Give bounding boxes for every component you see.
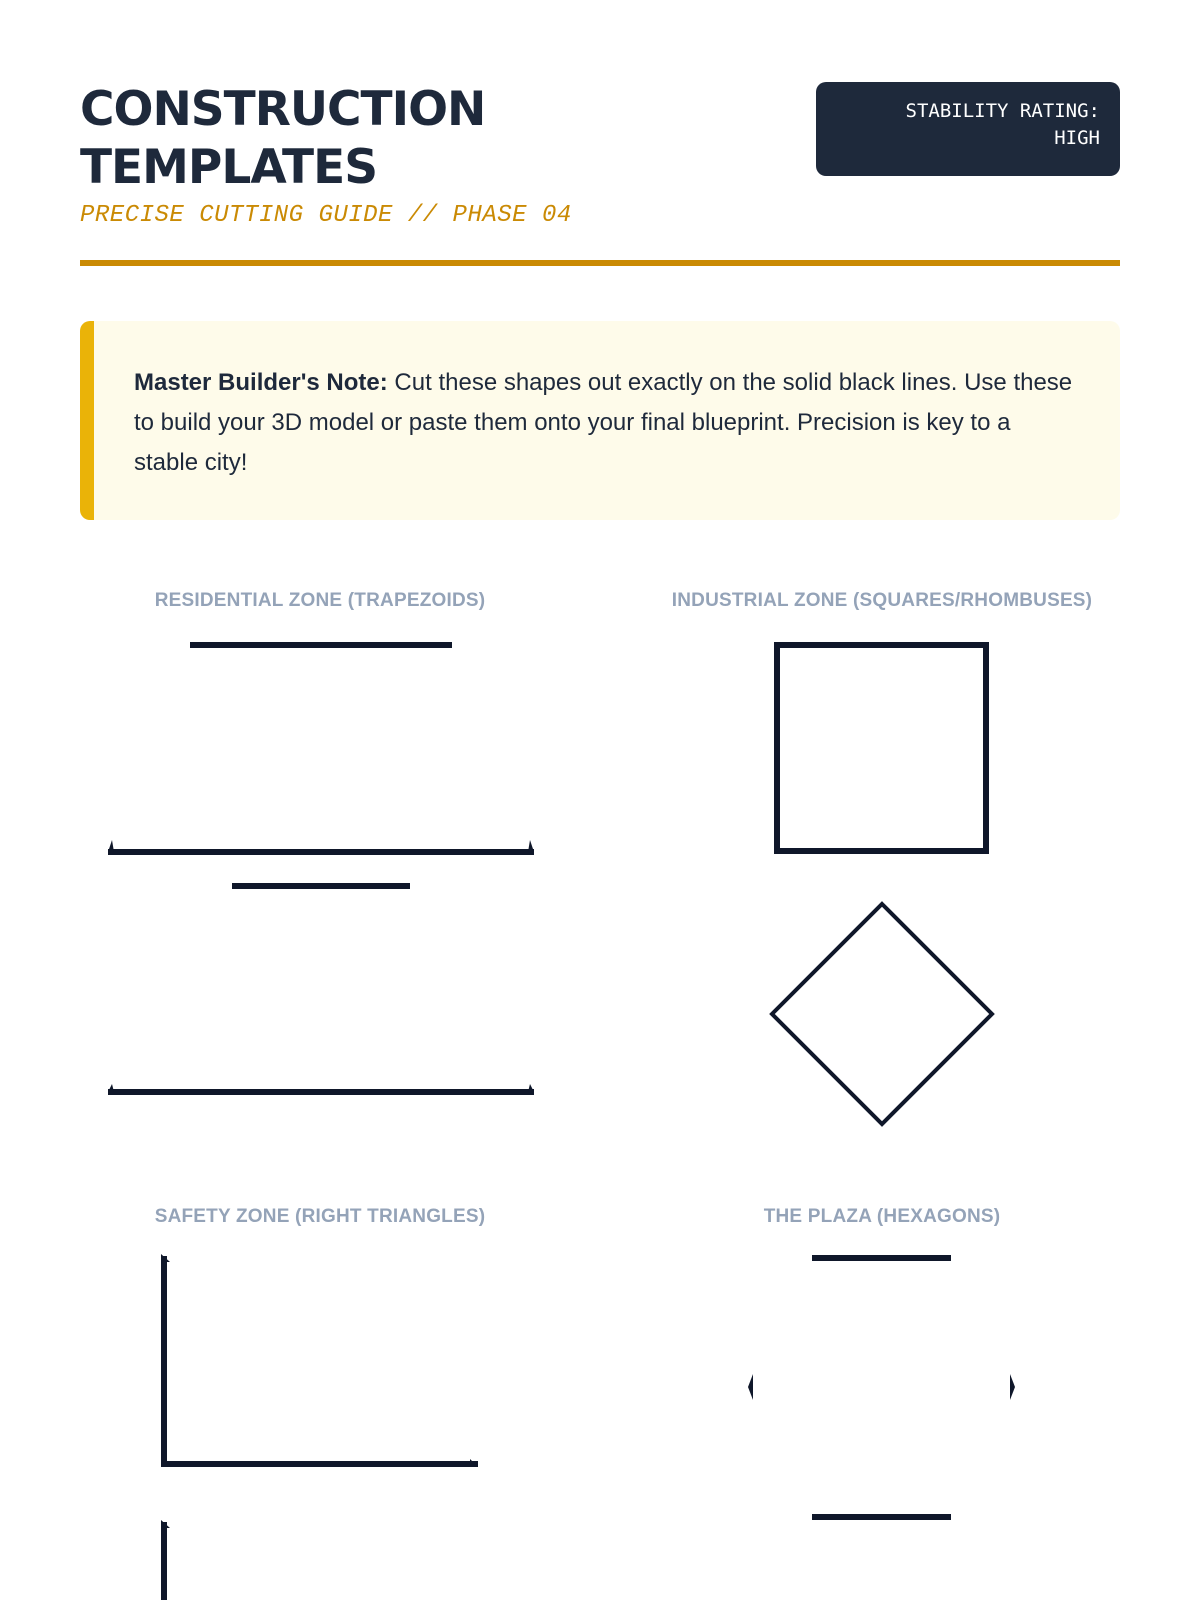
stability-badge-value: HIGH <box>1054 127 1100 149</box>
safety-zone-label: SAFETY ZONE (RIGHT TRIANGLES) <box>154 1206 486 1227</box>
page-subtitle: PRECISE CUTTING GUIDE // PHASE 04 <box>80 202 572 229</box>
plaza-zone-label: THE PLAZA (HEXAGONS) <box>763 1206 1001 1227</box>
stability-badge-label: STABILITY RATING: <box>905 100 1100 122</box>
industrial-zone-label: INDUSTRIAL ZONE (SQUARES/RHOMBUSES) <box>671 590 1093 611</box>
hexagon-template <box>748 1258 1015 1517</box>
page-title-line-1: CONSTRUCTION <box>80 82 486 137</box>
residential-zone-label: RESIDENTIAL ZONE (TRAPEZOIDS) <box>154 590 486 611</box>
page-title-line-2: TEMPLATES <box>80 140 378 195</box>
builder-note-label: Master Builder's Note: <box>134 369 388 396</box>
builder-note-text: Cut these shapes out exactly on the solid black lines. Use these to build your 3D model or paste them onto your final blueprint. Precision is key to a stable city! <box>134 369 1073 476</box>
